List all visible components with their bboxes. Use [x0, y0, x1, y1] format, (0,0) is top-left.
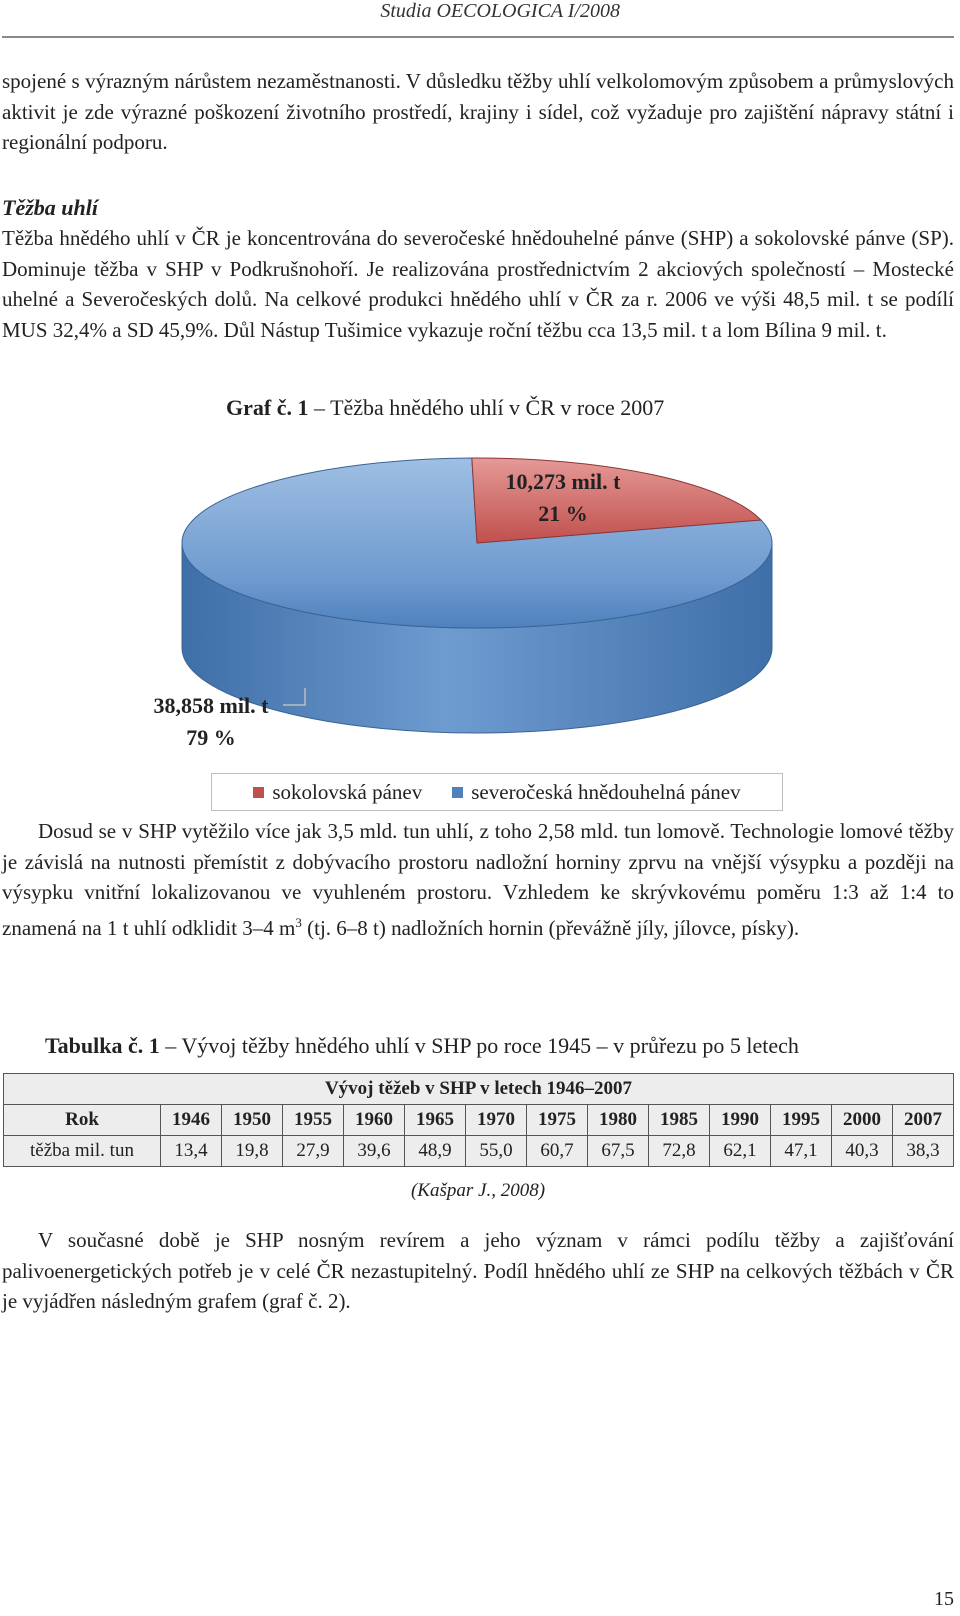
legend-item-severoceska	[452, 780, 740, 805]
slice-label-sokolovska-percent: 21 %	[538, 501, 588, 526]
table-cell-1985: 72,8	[649, 1136, 710, 1167]
table-year-1995: 1995	[771, 1105, 832, 1136]
table-year-1980: 1980	[588, 1105, 649, 1136]
figure-caption-label: Graf č. 1	[226, 395, 309, 420]
table-cell-1975: 60,7	[527, 1136, 588, 1167]
table-header-label: Rok	[4, 1105, 161, 1136]
table-header-row	[4, 1105, 954, 1136]
table-cell-1970: 55,0	[466, 1136, 527, 1167]
table-source: (Kašpar J., 2008)	[410, 1180, 546, 1201]
page-number: 15	[934, 1588, 954, 1610]
table-cell-1950: 19,8	[222, 1136, 283, 1167]
header-rule	[2, 36, 954, 38]
slice-label-sokolovska	[488, 466, 638, 530]
paragraph-after-chart-tail: (tj. 6–8 t) nadložních hornin (převážně jíly, jílovce, písky).	[301, 915, 800, 940]
section-paragraph: Těžba hnědého uhlí v ČR je koncentrována do severočeské hnědouhelné pánve (SHP) a sokolovské pánve (SP). Dominuje těžba v SHP v Podkrušnohoří. Je realizována prostřednictvím 2 akciových společností – Mostecké uhelné a Severočeských dolů. Na celkové produkci hnědého uhlí v ČR za r. 2006 ve výši 48,5 mil. t se podílí MUS 32,4% a SD 45,9%. Důl Nástup Tušimice vykazuje roční těžbu cca 13,5 mil. t a lom Bílina 9 mil. t.	[2, 226, 954, 342]
slice-label-severoceska-percent: 79 %	[186, 725, 236, 750]
table-year-1955: 1955	[283, 1105, 344, 1136]
table-title: Vývoj těžeb v SHP v letech 1946–2007	[4, 1074, 954, 1105]
table-year-1965: 1965	[405, 1105, 466, 1136]
table-cell-1980: 67,5	[588, 1136, 649, 1167]
paragraph-after-chart-text: Dosud se v SHP vytěžilo více jak 3,5 mld. tun uhlí, z toho 2,58 mld. tun lomově. Technologie lomové těžby je závislá na nutnosti přemístit z dobývacího prostoru nadložní horniny zprvu na vnější výsypku a později na výsypku vnitřní lokalizovanou ve vyuhleném prostoru. Vzhledem ke skrývkovému poměru 1:3 až 1:4 to znamená na 1 t uhlí odklidit 3–4 m	[2, 819, 954, 940]
table-year-1990: 1990	[710, 1105, 771, 1136]
legend-swatch-red	[253, 787, 264, 798]
closing-paragraph: V současné době je SHP nosným revírem a jeho význam v rámci podílu těžby a zajišťování palivoenergetických potřeb je v celé ČR nezastupitelný. Podíl hnědého uhlí ze SHP na celkových těžbách v ČR je vyjádřen následným grafem (graf č. 2).	[2, 1228, 954, 1313]
table-year-1950: 1950	[222, 1105, 283, 1136]
table-cell-1965: 48,9	[405, 1136, 466, 1167]
table-year-1960: 1960	[344, 1105, 405, 1136]
table-cell-1955: 27,9	[283, 1136, 344, 1167]
table-cell-1960: 39,6	[344, 1136, 405, 1167]
table-cell-2007: 38,3	[893, 1136, 954, 1167]
table-cell-1946: 13,4	[161, 1136, 222, 1167]
legend-label-severoceska: severočeská hnědouhelná pánev	[471, 779, 741, 804]
legend-swatch-blue	[452, 787, 463, 798]
figure-caption-text: – Těžba hnědého uhlí v ČR v roce 2007	[308, 395, 665, 420]
table-caption-label: Tabulka č. 1	[45, 1033, 160, 1058]
superscript-3: 3	[295, 914, 302, 930]
table-cell-2000: 40,3	[832, 1136, 893, 1167]
slice-label-severoceska-value: 38,858 mil. t	[153, 693, 269, 718]
slice-label-severoceska	[136, 690, 286, 754]
legend-label-sokolovska: sokolovská pánev	[272, 779, 423, 804]
figure-caption	[226, 393, 664, 423]
paragraph-after-chart	[2, 816, 954, 943]
intro-paragraph: spojené s výrazným nárůstem nezaměstnanosti. V důsledku těžby uhlí velkolomovým způsobem a průmyslových aktivit je zde výrazné poškození životního prostředí, krajiny i sídel, což vyžaduje pro zajištění nápravy státní i regionální podporu.	[2, 69, 954, 154]
journal-title: Studia OECOLOGICA I/2008	[380, 0, 620, 22]
table-year-1970: 1970	[466, 1105, 527, 1136]
table-year-1975: 1975	[527, 1105, 588, 1136]
slice-label-sokolovska-value: 10,273 mil. t	[505, 469, 621, 494]
chart-legend	[211, 773, 783, 811]
table-cell-1990: 62,1	[710, 1136, 771, 1167]
legend-item-sokolovska	[253, 780, 422, 805]
table-cell-1995: 47,1	[771, 1136, 832, 1167]
table-caption	[45, 1031, 799, 1061]
table-year-1946: 1946	[161, 1105, 222, 1136]
table-year-1985: 1985	[649, 1105, 710, 1136]
section-title: Těžba uhlí	[2, 195, 98, 220]
table-year-2007: 2007	[893, 1105, 954, 1136]
data-table	[3, 1073, 954, 1167]
table-caption-text: – Vývoj těžby hnědého uhlí v SHP po roce 1945 – v průřezu po 5 letech	[159, 1033, 799, 1058]
table-year-2000: 2000	[832, 1105, 893, 1136]
running-header	[0, 0, 960, 26]
table-row	[4, 1136, 954, 1167]
table-row-label: těžba mil. tun	[4, 1136, 161, 1167]
